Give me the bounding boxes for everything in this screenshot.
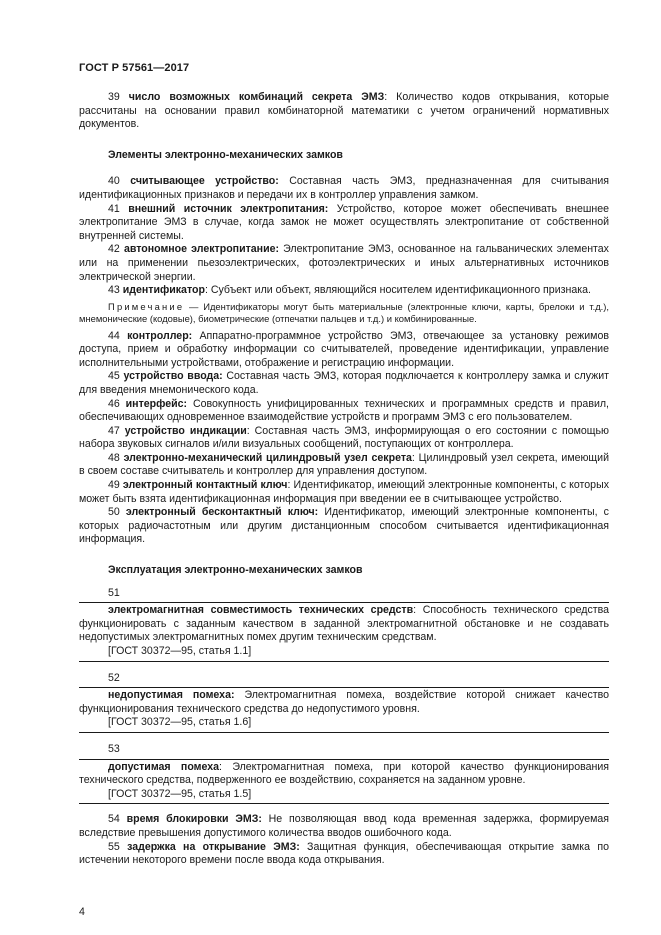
term-definition: Электропитание ЭМЗ, основанное на гальванических элементах или на применении пьезоэлектрических, фотоэлектрических и иных альтернативных источников электрической энергии. — [79, 243, 609, 283]
term-definition: Составная часть ЭМЗ, которая подключается к контроллеру замка и служит для введения мнемонического кода. — [79, 370, 609, 396]
term-name: электронный контактный ключ — [122, 479, 288, 492]
term-number: 40 — [108, 175, 120, 188]
term-name: допустимая помеха — [108, 760, 220, 773]
term-entry-55 — [79, 841, 609, 868]
term-entry-50 — [79, 506, 609, 547]
term-number: 55 — [108, 840, 120, 853]
term-definition: Совокупность унифицированных технических и программных средств и правил, обеспечивающих одновременное взаимодействие устройств и программ ЭМЗ с его пользователем. — [79, 397, 609, 424]
term-name: электронный бесконтактный ключ: — [125, 506, 319, 519]
term-number: 53 — [108, 742, 120, 755]
term-definition: Устройство, которое может обеспечивать внешнее электропитание ЭМЗ в случае, когда замок не может осуществлять электропитание от собственной внутренней системы. — [79, 202, 609, 242]
term-name: задержка на открывание ЭМЗ: — [127, 840, 300, 853]
term-number: 47 — [108, 424, 120, 437]
term-entry-42 — [79, 243, 609, 284]
term-entry-44 — [79, 330, 609, 371]
term-number: 51 — [108, 586, 120, 599]
boxed-entry-52 — [79, 672, 609, 733]
boxed-entry-53 — [79, 743, 609, 804]
term-number: 42 — [108, 243, 120, 256]
term-name: считывающее устройство: — [130, 175, 279, 188]
term-name: устройство индикации — [124, 424, 247, 437]
term-list-boxed — [79, 587, 609, 805]
term-number: 43 — [108, 284, 120, 297]
term-number: 49 — [108, 479, 120, 492]
term-entry-39 — [79, 91, 609, 132]
term-entry-45 — [79, 370, 609, 397]
term-number: 39 — [108, 91, 120, 103]
term-definition: : Способность технического средства функционировать с заданным качеством в заданной электромагнитной обстановке и не создавать недопустимых электромагнитных помех другим техническим средствам. — [79, 604, 609, 644]
term-definition: Идентификатор, имеющий электронные компоненты, с которых радиочастотным или другим дистанционным способом считывается идентификационная информация. — [79, 506, 609, 546]
note-label: Примечание — [108, 300, 185, 312]
note — [79, 301, 609, 326]
term-entry-43 — [79, 284, 609, 298]
term-definition: : Цилиндровый узел секрета, имеющий в своем составе считыватель и контроллер для управления доступом. — [79, 451, 609, 478]
term-name: время блокировки ЭМЗ: — [126, 813, 262, 826]
document-header: ГОСТ Р 57561—2017 — [79, 62, 190, 74]
term-entry-49 — [79, 479, 609, 506]
term-definition: Электромагнитная помеха, воздействие которой снижает качество функционирования технического средства до недопустимого уровня. — [79, 689, 610, 715]
term-definition: : Субъект или объект, являющийся носителем идентификационного признака. — [204, 284, 591, 297]
term-entry-40 — [79, 175, 609, 202]
note-text: — Идентификаторы могут быть материальные (электронные ключи, карты, брелоки и т.д.), мнемонические (кодовые), биометрические (отпечатки пальцев и т.д.) и комбинированные. — [79, 300, 609, 325]
term-name: контроллер: — [127, 329, 193, 342]
term-definition: Защитная функция, обеспечивающая открытие замка по истечении некоторого времени после ввода кода открывания. — [79, 840, 609, 867]
term-name: число возможных комбинаций секрета ЭМЗ — [128, 91, 385, 103]
term-entry-51 — [79, 604, 609, 645]
term-entry-53 — [79, 761, 609, 788]
term-name: недопустимая помеха: — [108, 689, 235, 702]
term-list-elements — [79, 175, 609, 297]
term-definition: : Количество кодов открывания, которые рассчитаны на основании правил комбинаторной математики с учетом ограничений нормативных документов. — [79, 91, 610, 131]
term-name: электромагнитная совместимость технических средств — [108, 604, 414, 617]
term-entry-52 — [79, 689, 609, 716]
term-source: [ГОСТ 30372—95, статья 1.6] — [108, 716, 252, 729]
term-number: 44 — [108, 329, 120, 342]
term-number: 52 — [108, 671, 120, 684]
term-entry-41 — [79, 203, 609, 244]
term-box — [79, 602, 609, 661]
term-name: идентификатор — [122, 284, 205, 297]
term-name: автономное электропитание: — [123, 243, 280, 256]
term-box — [79, 759, 609, 805]
term-entry-46 — [79, 398, 609, 425]
term-name: интерфейс: — [125, 397, 188, 410]
term-definition: : Идентификатор, имеющий электронные компоненты, с которых может быть взята идентификационная информация при введении ее в считывающее устройство. — [79, 479, 609, 505]
term-definition: : Электромагнитная помеха, при которой качество функционирования технического средства, подверженного ее воздействию, сохраняется на заданном уровне. — [79, 760, 609, 787]
term-list-locking — [79, 813, 609, 867]
term-name: электронно-механический цилиндровый узел секрета — [123, 451, 412, 464]
term-entry-48 — [79, 452, 609, 479]
section-heading-elements: Элементы электронно-механических замков — [108, 148, 343, 161]
term-definition: Не позволяющая ввод кода временная задержка, формируемая вследствие превышения допустимого количества вводов ошибочного кода. — [79, 813, 609, 839]
term-source: [ГОСТ 30372—95, статья 1.1] — [108, 645, 252, 657]
term-number: 54 — [108, 813, 120, 826]
term-definition: Составная часть ЭМЗ, предназначенная для считывания идентификационных признаков и передачи их в контроллер управления замком. — [79, 175, 609, 201]
document-body — [79, 91, 609, 868]
term-name: внешний источник электропитания: — [128, 202, 329, 215]
section-heading-operation: Эксплуатация электронно-механических замков — [108, 564, 363, 577]
page-number: 4 — [79, 906, 85, 918]
term-entry-54 — [79, 813, 609, 840]
term-definition: Аппаратно-программное устройство ЭМЗ, отвечающее за установку режимов доступа, прием и обработку информации со считывателей, проведение идентификации, управление исполнительными устройствами, отображение и регистрацию информации. — [79, 329, 609, 369]
term-number: 41 — [108, 202, 120, 215]
term-name: устройство ввода: — [123, 370, 223, 383]
term-number: 45 — [108, 370, 120, 383]
term-box — [79, 687, 609, 733]
boxed-entry-51 — [79, 587, 609, 662]
term-source: [ГОСТ 30372—95, статья 1.5] — [108, 787, 252, 800]
term-number: 48 — [108, 451, 120, 464]
term-definition: : Составная часть ЭМЗ, информирующая о его состоянии с помощью набора звуковых сигналов и/или визуальных сообщений, поступающих от контроллера. — [79, 424, 609, 451]
term-number: 50 — [108, 506, 120, 519]
term-entry-47 — [79, 425, 609, 452]
term-list-devices — [79, 330, 609, 548]
term-number: 46 — [108, 397, 120, 410]
